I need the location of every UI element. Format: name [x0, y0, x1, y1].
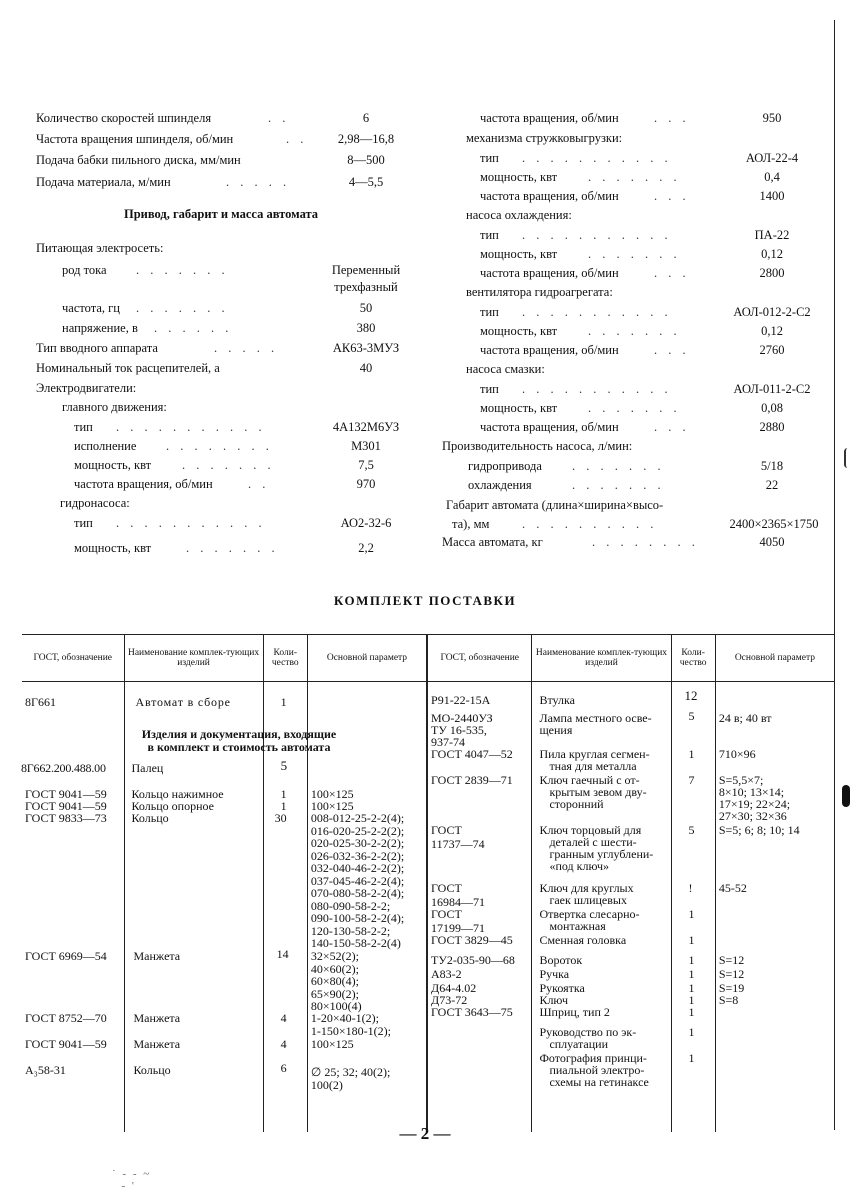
text-label: 2,98—16,8 [337, 132, 395, 146]
text-label: вентилятора гидроагрегата: [466, 285, 613, 299]
right-qty-column [671, 682, 715, 1133]
text-label: насоса охлаждения: [466, 208, 572, 222]
header-gost: ГОСТ, обозначение [427, 635, 532, 682]
text-label: 380 [356, 321, 376, 335]
table-cell: 40×60(2); [310, 961, 359, 976]
table-cell: ГОСТ 9833—73 [25, 811, 107, 825]
header-qty: Коли-чество [263, 635, 307, 682]
text-label: частота, гц [62, 301, 120, 315]
table-cell: крытым зевом дву- [549, 785, 647, 799]
header-param: Основной параметр [715, 635, 834, 682]
page-border-right [834, 20, 835, 1130]
table-cell: ГОСТ [431, 881, 462, 895]
text-label: тип [74, 516, 93, 530]
table-cell: Ключ для круглых [539, 881, 634, 895]
supply-table [22, 634, 834, 1132]
dot-leader: . . . . . . . . . . . [522, 305, 672, 319]
table-cell: S=5; 6; 8; 10; 14 [718, 823, 800, 837]
table-cell: Вороток [539, 953, 583, 967]
table-cell: Ручка [539, 967, 570, 981]
table-cell: Руководство по эк- [539, 1025, 637, 1039]
table-cell: Манжета [133, 1011, 181, 1025]
text-label: трехфазный [334, 280, 398, 294]
table-cell: 7 [688, 773, 695, 787]
dot-leader: . . . . . . . . . . . [116, 516, 266, 530]
text-label: АО2-32-6 [340, 516, 392, 530]
table-cell: Шприц, тип 2 [539, 1005, 610, 1019]
text-label: 4050 [759, 535, 785, 549]
text-label: 7,5 [358, 458, 374, 472]
table-cell: ГОСТ 6969—54 [25, 949, 107, 963]
table-subheading [124, 728, 354, 754]
table-cell: S=19 [718, 981, 745, 995]
text-label: 40 [359, 361, 373, 375]
dot-leader: . . . [654, 420, 690, 434]
table-cell: 020-025-30-2-2(2); [310, 836, 405, 850]
table-cell: 30 [274, 811, 287, 825]
text-label: 970 [356, 477, 376, 491]
table-cell: 1 [280, 787, 287, 801]
table-cell: 1 [688, 907, 695, 921]
table-cell: 1 [688, 953, 695, 967]
text-label: 0,12 [761, 324, 783, 338]
table-cell: тная для металла [549, 759, 637, 773]
right-param-column [715, 682, 834, 1133]
text-label: 4А132М6УЗ [332, 420, 400, 434]
text-label: Количество скоростей шпинделя [36, 111, 212, 125]
text-label: 1400 [759, 189, 785, 203]
table-cell: 140-150-58-2-2(4) [310, 936, 401, 950]
table-cell: S=5,5×7; [718, 773, 764, 787]
text-label: мощность, квт [480, 324, 558, 338]
table-cell: ГОСТ 3643—75 [431, 1005, 513, 1019]
text-label: АОЛ-011-2-С2 [733, 382, 811, 396]
text-label: Частота вращения шпинделя, об/мин [36, 132, 234, 146]
table-cell: ГОСТ 2839—71 [431, 773, 513, 787]
table-cell: Автомат в сборе [135, 695, 231, 709]
text-label: Изделия и документация, входящие [141, 727, 337, 741]
table-cell: 080-090-58-2-2; [310, 898, 391, 913]
table-cell: ! [688, 881, 693, 895]
text-label: 5/18 [760, 459, 784, 473]
table-cell: А83-2 [431, 967, 462, 981]
left-specs [36, 110, 426, 560]
table-cell: 100×125 [310, 799, 354, 813]
dot-leader: . . . . . . . . [166, 439, 273, 453]
text-label: 2400×2365×1750 [729, 517, 819, 531]
table-cell: 100(2) [310, 1078, 343, 1092]
text-label: тип [480, 382, 499, 396]
table-cell: 5 [688, 709, 695, 723]
dot-leader: . . . . . . . [588, 170, 681, 184]
text-label: 50 [359, 301, 373, 315]
dot-leader: . . . . . . . [588, 247, 681, 261]
text-label: Подача бабки пильного диска, мм/мин [36, 153, 241, 167]
table-cell: Р91-22-15А [431, 693, 491, 707]
text-label: 2760 [759, 343, 785, 357]
text-label: гидропривода [468, 459, 542, 473]
text-label: насоса смазки: [466, 362, 545, 376]
table-cell: 8×10; 13×14; [718, 785, 785, 799]
table-cell: ГОСТ 9041—59 [25, 799, 107, 813]
text-label: механизма стружковыгрузки: [466, 131, 623, 145]
table-cell: 1 [688, 981, 695, 995]
text-label: частота вращения, об/мин [74, 477, 213, 491]
dot-leader: . . . . . . . . . . . [522, 151, 672, 165]
header-param: Основной параметр [307, 635, 427, 682]
table-cell: 16984—71 [431, 895, 486, 909]
table-cell: 1 [688, 1025, 695, 1039]
dot-leader: . . . . . [226, 175, 291, 189]
table-cell: Манжета [133, 1037, 181, 1051]
text-label: род тока [62, 263, 107, 277]
table-cell: 008-012-25-2-2(4); [310, 811, 405, 825]
table-cell: 1 [688, 993, 695, 1007]
table-cell: Палец [131, 761, 164, 775]
text-label: 0,08 [761, 401, 783, 415]
table-cell: S=12 [718, 953, 745, 967]
table-cell: 070-080-58-2-2(4); [310, 886, 405, 900]
table-cell: 1 [688, 933, 695, 947]
text-label: 0,4 [764, 170, 780, 184]
table-cell: 1 [280, 799, 287, 813]
text-label: Номинальный ток расцепителей, а [36, 361, 220, 375]
dot-leader: . . . . . . . [588, 401, 681, 415]
dot-leader: . . . . . . . [186, 541, 279, 555]
table-cell: Д73-72 [431, 993, 468, 1007]
text-label: главного движения: [62, 400, 167, 414]
table-cell: 026-032-36-2-2(2); [310, 848, 405, 863]
text-label: частота вращения, об/мин [480, 343, 619, 357]
dot-leader: . . . . . . . . . . . [522, 382, 672, 396]
table-cell: 1-20×40-1(2); [310, 1011, 379, 1025]
text-label: Тип вводного аппарата [36, 341, 158, 355]
text-label: частота вращения, об/мин [480, 189, 619, 203]
table-cell: 24 в; 40 вт [718, 711, 772, 725]
table-cell: сплуатации [549, 1037, 609, 1051]
table-cell: 27×30; 32×36 [718, 809, 787, 823]
table-cell: 120-130-58-2-2; [310, 923, 391, 938]
table-cell: Рукоятка [539, 981, 585, 995]
table-cell: 4 [280, 1037, 287, 1051]
dot-leader: . . . . . . . [182, 458, 275, 472]
text-label: 8—500 [347, 153, 385, 167]
table-cell: ГОСТ 3829—45 [431, 933, 513, 947]
dot-leader: . . . . . . . [136, 301, 229, 315]
table-cell: Ключ [539, 993, 568, 1007]
text-label: 2800 [759, 266, 785, 280]
table-cell: 032-040-46-2-2(2); [310, 861, 405, 875]
text-label: Производительность насоса, л/мин: [442, 439, 633, 453]
left-code-column [22, 682, 124, 1133]
text-label: Подача материала, м/мин [36, 175, 171, 189]
table-cell: 4 [280, 1011, 287, 1025]
table-cell: Лампа местного осве- [539, 711, 652, 725]
scan-mark [844, 448, 850, 468]
table-cell: Втулка [539, 693, 575, 707]
dot-leader: . . . [654, 266, 690, 280]
text-label: Переменный [331, 263, 401, 277]
text-label: АОЛ-012-2-С2 [733, 305, 811, 319]
text-label: охлаждения [468, 478, 532, 492]
table-cell: 1 [688, 747, 695, 761]
table-cell: 11737—74 [431, 837, 485, 851]
table-cell: Кольцо нажимное [131, 787, 224, 801]
table-cell: Д64-4.02 [431, 981, 477, 995]
table-cell: 1 [688, 1051, 695, 1065]
table-cell: ГОСТ [431, 907, 462, 921]
table-cell: 14 [276, 947, 289, 961]
table-cell: 937-74 [431, 735, 466, 749]
header-name: Наименование комплек-тующих изделий [124, 635, 263, 682]
table-cell: Пила круглая сегмен- [539, 747, 650, 761]
table-cell: ТУ 16-535, [431, 723, 487, 737]
scan-blot [842, 785, 850, 807]
header-qty: Коли-чество [671, 635, 715, 682]
scan-marks: ˙ - - ~ - ' [112, 1168, 152, 1192]
text-label: Электродвигатели: [36, 381, 137, 395]
text-label: 4—5,5 [348, 175, 384, 189]
text-label: 2,2 [358, 541, 374, 555]
table-cell: Фотография принци- [539, 1051, 647, 1065]
table-cell: 8Г662.200.488.00 [21, 761, 106, 775]
table-cell: 5 [688, 823, 695, 837]
table-cell: ГОСТ 9041—59 [25, 1037, 107, 1051]
dot-leader: . . . [654, 343, 690, 357]
table-cell: ТУ2-035-90—68 [431, 953, 515, 967]
right-specs [442, 110, 832, 560]
text-label: частота вращения, об/мин [480, 266, 619, 280]
table-header-row [22, 635, 834, 682]
table-cell: ГОСТ 9041—59 [25, 787, 107, 801]
table-cell: Кольцо [131, 811, 169, 825]
table-cell: Ключ торцовый для [539, 823, 642, 837]
table-cell: деталей с шести- [549, 835, 637, 849]
header-name: Наименование комплек-тующих изделий [532, 635, 671, 682]
dot-leader: . . . . . . . . [592, 535, 699, 549]
text-label: тип [480, 305, 499, 319]
text-label: АК63-3МУЗ [332, 341, 400, 355]
table-cell: 32×52(2); [310, 949, 359, 963]
dot-leader: . . . . . [214, 341, 279, 355]
table-cell: 8Г661 [25, 695, 56, 709]
text-label: напряжение, в [62, 321, 138, 335]
table-cell: гранным углублени- [549, 847, 654, 861]
text-label: гидронасоса: [60, 496, 130, 510]
dot-leader: . . . . . . . . . . . [116, 420, 266, 434]
dot-leader: . . [286, 132, 308, 146]
text-label: Масса автомата, кг [442, 535, 543, 549]
text-label: мощность, квт [480, 247, 558, 261]
text-label: мощность, квт [74, 541, 152, 555]
table-cell: Ключ гаечный с от- [539, 773, 640, 787]
table-cell: 5 [280, 758, 288, 773]
table-cell: 17199—71 [431, 921, 486, 935]
page-number: — 2 — [399, 1124, 451, 1143]
text-label: в комплект и стоимость автомата [147, 740, 331, 754]
text-label: 22 [765, 478, 779, 492]
table-cell: «под ключ» [549, 859, 609, 873]
table-cell: 016-020-25-2-2(2); [310, 823, 405, 838]
table-cell: 17×19; 22×24; [718, 797, 791, 811]
dot-leader: . . . . . . [154, 321, 233, 335]
text-label: исполнение [74, 439, 137, 453]
table-cell: 710×96 [718, 747, 756, 761]
table-cell: 60×80(4); [310, 974, 359, 988]
table-cell: 45-52 [718, 881, 747, 895]
table-cell: ∅ 25; 32; 40(2); [310, 1065, 391, 1079]
dot-leader: . . . . . . . [136, 263, 229, 277]
dot-leader: . . . . . . . [588, 324, 681, 338]
table-cell: Кольцо опорное [131, 799, 214, 813]
text-label: Габарит автомата (длина×ширина×высо- [446, 498, 664, 512]
text-label: тип [480, 151, 499, 165]
text-label: частота вращения, об/мин [480, 111, 619, 125]
text-label: частота вращения, об/мин [480, 420, 619, 434]
table-cell: Манжета [133, 949, 181, 963]
table-cell: пиальной электро- [549, 1063, 645, 1077]
table-cell: сторонний [549, 797, 604, 811]
table-cell: 65×90(2); [310, 986, 359, 1001]
dot-leader: . . [248, 477, 270, 491]
table-cell: ГОСТ 4047—52 [431, 747, 513, 761]
supply-title: КОМПЛЕКТ ПОСТАВКИ [333, 593, 517, 608]
table-cell: 100×125 [310, 1037, 354, 1051]
text-label: мощность, квт [74, 458, 152, 472]
dot-leader: . . . [654, 189, 690, 203]
dot-leader: . . . . . . . [572, 459, 665, 473]
table-cell: 037-045-46-2-2(4); [310, 873, 405, 888]
text-label: тип [480, 228, 499, 242]
header-gost: ГОСТ, обозначение [22, 635, 124, 682]
table-cell: 1 [280, 695, 287, 709]
table-cell: МО-2440УЗ [431, 711, 493, 725]
table-cell: 6 [280, 1061, 287, 1075]
table-cell: монтажная [549, 919, 606, 933]
right-code-column [427, 682, 532, 1133]
table-cell: Кольцо [133, 1063, 171, 1077]
dot-leader: . . [268, 111, 290, 125]
table-cell: Сменная головка [539, 933, 627, 947]
text-label: 6 [362, 111, 370, 125]
text-label: Питающая электросеть: [36, 241, 164, 255]
table-cell: 1 [688, 1005, 695, 1019]
table-cell: S=12 [718, 967, 745, 981]
text-label: 950 [762, 111, 782, 125]
table-cell: 100×125 [310, 787, 354, 801]
text-label: ПА-22 [754, 228, 790, 242]
table-cell: щения [539, 723, 573, 737]
text-label: 0,12 [761, 247, 783, 261]
drive-heading: Привод, габарит и масса автомата [124, 207, 319, 221]
text-label: тип [74, 420, 93, 434]
text-label: АОЛ-22-4 [745, 151, 799, 165]
table-cell: 12 [684, 688, 698, 703]
table-cell: А₃58-31 [25, 1063, 66, 1077]
table-cell: 1 [688, 967, 695, 981]
table-cell: 090-100-58-2-2(4); [310, 911, 405, 925]
text-label: 2880 [759, 420, 785, 434]
table-cell: 80×100(4) [310, 999, 362, 1013]
table-cell: ГОСТ 8752—70 [25, 1011, 107, 1025]
text-label: М301 [351, 439, 381, 453]
table-cell: 1-150×180-1(2); [310, 1024, 391, 1038]
table-cell: ГОСТ [431, 823, 462, 837]
dot-leader: . . . . . . . [572, 478, 665, 492]
right-name-column [532, 682, 671, 1133]
text-label: мощность, квт [480, 401, 558, 415]
text-label: та), мм [452, 517, 490, 531]
dot-leader: . . . . . . . . . . [522, 517, 658, 531]
table-cell: S=8 [718, 993, 739, 1007]
dot-leader: . . . . . . . . . . . [522, 228, 672, 242]
table-cell: схемы на гетинаксе [549, 1075, 649, 1089]
table-cell: гаек шлицевых [549, 893, 627, 907]
text-label: мощность, квт [480, 170, 558, 184]
dot-leader: . . . [654, 111, 690, 125]
table-cell: Отвертка слесарно- [539, 907, 640, 921]
